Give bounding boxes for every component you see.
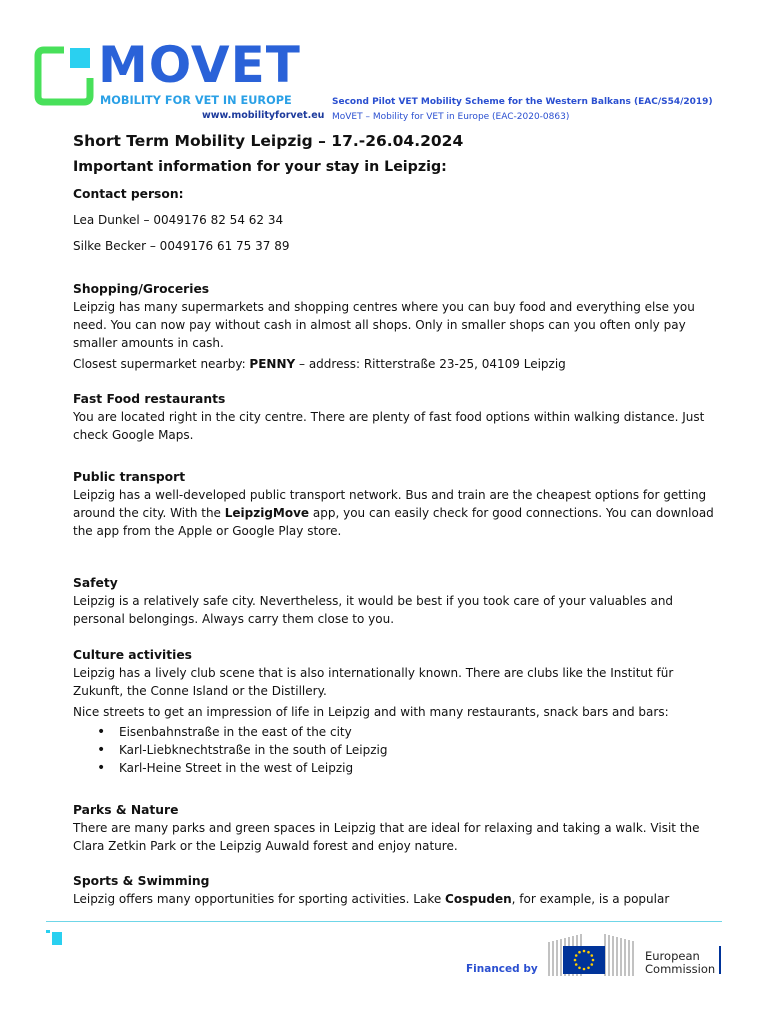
sports-text xyxy=(73,890,723,908)
transport-text xyxy=(73,486,723,540)
ec-line-1: European xyxy=(645,949,700,963)
culture-text: Leipzig has a lively club scene that is also internationally known. There are clubs like the Institut für Zukunft, the Conne Island or the Distillery. xyxy=(73,666,674,698)
sports-text-b: , for example, is a popular xyxy=(511,892,670,906)
streets-intro: Nice streets to get an impression of life in Leipzig and with many restaurants, snack bars and bars: xyxy=(73,705,669,719)
contact-person: Lea Dunkel – 0049176 82 54 62 34 xyxy=(73,213,284,227)
fastfood-text: You are located right in the city centre. There are plenty of fast food options within walking distance. Just check Google Maps. xyxy=(73,410,705,442)
list-item: • Eisenbahnstraße in the east of the city xyxy=(119,723,723,741)
movet-logo-mark-icon xyxy=(34,46,94,106)
safety-section xyxy=(73,574,723,628)
supermarket-line xyxy=(73,355,723,373)
list-item: • Karl-Heine Street in the west of Leipzig xyxy=(119,759,723,777)
logo-url: www.mobilityforvet.eu xyxy=(202,110,325,121)
movet-footer-mark-icon xyxy=(46,930,62,945)
sports-text-a: Leipzig offers many opportunities for sporting activities. Lake xyxy=(73,892,446,906)
app-name: LeipzigMove xyxy=(224,506,310,520)
transport-text-a: Leipzig has a well-developed public transport network. Bus and train are the cheapest options for getting around the city. With the xyxy=(73,488,707,520)
contact-section xyxy=(73,185,723,255)
eu-flag-icon xyxy=(563,946,605,974)
program-line-1: Second Pilot VET Mobility Scheme for the Western Balkans (EAC/S54/2019) xyxy=(332,97,713,107)
shopping-text: Leipzig has many supermarkets and shopping centres where you can buy food and everything else you need. You can now pay without cash in almost all shops. Only in smaller shops can you often only pay smaller amounts in cash. xyxy=(73,300,695,350)
fastfood-section xyxy=(73,390,723,444)
header-program-info xyxy=(332,95,713,125)
culture-heading: Culture activities xyxy=(73,648,192,662)
contact-person: Silke Becker – 0049176 61 75 37 89 xyxy=(73,239,290,253)
safety-heading: Safety xyxy=(73,576,118,590)
ec-accent-bar xyxy=(719,946,721,974)
shopping-section xyxy=(73,280,723,373)
parks-heading: Parks & Nature xyxy=(73,803,179,817)
document-subtitle: Important information for your stay in Leipzig: xyxy=(73,159,447,175)
transport-text-b: app, you can easily check for good connections. You can download the app from the Apple or Google Play store. xyxy=(73,506,714,538)
document-title: Short Term Mobility Leipzig – 17.-26.04.2024 xyxy=(73,132,464,150)
safety-text: Leipzig is a relatively safe city. Nevertheless, it would be best if you took care of your valuables and personal belongings. Always carry them close to you. xyxy=(73,594,674,626)
ec-line-2: Commission xyxy=(645,962,716,976)
transport-heading: Public transport xyxy=(73,470,186,484)
supermarket-prefix: Closest supermarket nearby: xyxy=(73,357,250,371)
list-item: • Karl-Liebknechtstraße in the south of Leipzig xyxy=(119,741,723,759)
supermarket-name: PENNY xyxy=(249,357,296,371)
parks-text: There are many parks and green spaces in Leipzig that are ideal for relaxing and taking a walk. Visit the Clara Zetkin Park or the Leipzig Auwald forest and enjoy nature. xyxy=(73,821,700,853)
culture-section xyxy=(73,646,723,777)
supermarket-address: – address: Ritterstraße 23-25, 04109 Leipzig xyxy=(295,357,566,371)
financed-by-label: Financed by xyxy=(466,963,538,975)
movet-logo xyxy=(34,36,325,124)
document-body xyxy=(73,130,723,908)
fastfood-heading: Fast Food restaurants xyxy=(73,392,226,406)
logo-wordmark: MOVET xyxy=(98,36,301,94)
parks-section xyxy=(73,801,723,855)
streets-list xyxy=(73,723,723,777)
lake-name: Cospuden xyxy=(445,892,512,906)
program-line-2: MoVET – Mobility for VET in Europe (EAC-2020-0863) xyxy=(332,112,570,122)
shopping-heading: Shopping/Groceries xyxy=(73,282,210,296)
sports-section xyxy=(73,872,723,908)
sports-heading: Sports & Swimming xyxy=(73,874,210,888)
transport-section xyxy=(73,468,723,540)
footer-divider xyxy=(46,921,722,922)
logo-tagline: MOBILITY FOR VET IN EUROPE xyxy=(100,94,292,107)
european-commission-label xyxy=(645,950,715,976)
contact-heading: Contact person: xyxy=(73,187,184,201)
